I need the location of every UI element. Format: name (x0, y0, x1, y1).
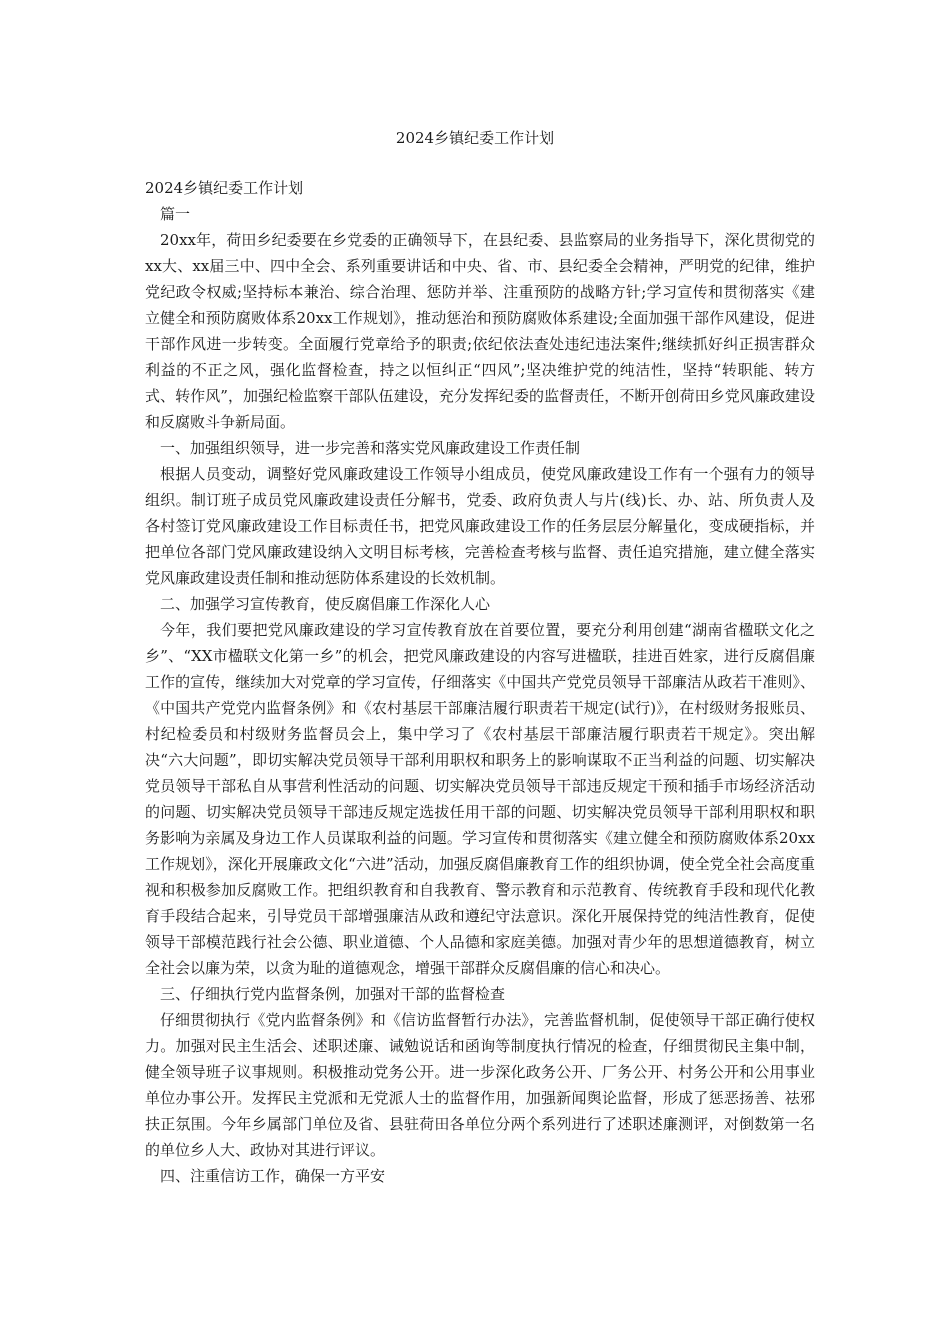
intro-paragraph: 20xx年，荷田乡纪委要在乡党委的正确领导下，在县纪委、县监察局的业务指导下，深化贯彻党的xx大、xx届三中、四中全会、系列重要讲话和中央、省、市、县纪委全会精神，严明党的纪律，维护党纪政令权威;坚持标本兼治、综合治理、惩防并举、注重预防的战略方针;学习宣传和贯彻落实《建立健全和预防腐败体系20xx工作规划》，推动惩治和预防腐败体系建设;全面加强干部作风建设，促进干部作风进一步转变。全面履行党章给予的职责;依纪依法查处违纪违法案件;继续抓好纠正损害群众利益的不正之风，强化监督检查，持之以恒纠正“四风”;坚决维护党的纯洁性，坚持“转职能、转方式、转作风”，加强纪检监察干部队伍建设，充分发挥纪委的监督责任，不断开创荷田乡党风廉政建设和反腐败斗争新局面。 (145, 231, 815, 431)
section-heading-3: 三、仔细执行党内监督条例，加强对干部的监督检查 (160, 985, 506, 1003)
section-body-1: 根据人员变动，调整好党风廉政建设工作领导小组成员，使党风廉政建设工作有一个强有力的领导组织。制订班子成员党风廉政建设责任分解书，党委、政府负责人与片(线)长、办、站、所负责人及各村签订党风廉政建设工作目标责任书，把党风廉政建设工作的任务层层分解量化，变成硬指标，并把单位各部门党风廉政建设纳入文明目标考核，完善检查考核与监督、责任追究措施，建立健全落实党风廉政建设责任制和推动惩防体系建设的长效机制。 (145, 465, 815, 587)
section-heading-4: 四、注重信访工作，确保一方平安 (160, 1167, 386, 1185)
part-label: 篇一 (160, 205, 191, 223)
section-heading-1: 一、加强组织领导，进一步完善和落实党风廉政建设工作责任制 (160, 439, 581, 457)
document-title: 2024乡镇纪委工作计划 (395, 129, 555, 147)
section-heading-2: 二、加强学习宣传教育，使反腐倡廉工作深化人心 (160, 595, 491, 613)
document-subtitle: 2024乡镇纪委工作计划 (145, 179, 304, 197)
section-body-3: 仔细贯彻执行《党内监督条例》和《信访监督暂行办法》，完善监督机制，促使领导干部正确行使权力。加强对民主生活会、述职述廉、诫勉说话和函询等制度执行情况的检查，仔细贯彻民主集中制，健全领导班子议事规则。积极推动党务公开。进一步深化政务公开、厂务公开、村务公开和公用事业单位办事公开。发挥民主党派和无党派人士的监督作用，加强新闻舆论监督，形成了惩恶扬善、祛邪扶正氛围。今年乡属部门单位及省、县驻荷田各单位分两个系列进行了述职述廉测评，对倒数第一名的单位乡人大、政协对其进行评议。 (145, 1011, 815, 1159)
section-body-2: 今年，我们要把党风廉政建设的学习宣传教育放在首要位置，要充分利用创建“湖南省楹联文化之乡”、“XX市楹联文化第一乡”的机会，把党风廉政建设的内容写进楹联，挂进百姓家，进行反腐倡廉工作的宣传，继续加大对党章的学习宣传，仔细落实《中国共产党党员领导干部廉洁从政若干准则》、《中国共产党党内监督条例》和《农村基层干部廉洁履行职责若干规定(试行)》，在村级财务报账员、村纪检委员和村级财务监督员会上，集中学习了《农村基层干部廉洁履行职责若干规定》。突出解决“六大问题”，即切实解决党员领导干部利用职权和职务上的影响谋取不正当利益的问题、切实解决党员领导干部私自从事营利性活动的问题、切实解决党员领导干部违反规定干预和插手市场经济活动的问题、切实解决党员领导干部违反规定选拔任用干部的问题、切实解决党员领导干部利用职权和职务影响为亲属及身边工作人员谋取利益的问题。学习宣传和贯彻落实《建立健全和预防腐败体系20xx工作规划》，深化开展廉政文化“六进”活动，加强反腐倡廉教育工作的组织协调，使全党全社会高度重视和积极参加反腐败工作。把组织教育和自我教育、警示教育和示范教育、传统教育手段和现代化教育手段结合起来，引导党员干部增强廉洁从政和遵纪守法意识。深化开展保持党的纯洁性教育，促使领导干部模范践行社会公德、职业道德、个人品德和家庭美德。加强对青少年的思想道德教育，树立全社会以廉为荣，以贪为耻的道德观念，增强干部群众反腐倡廉的信心和决心。 (145, 621, 815, 977)
document-body (145, 175, 815, 1189)
